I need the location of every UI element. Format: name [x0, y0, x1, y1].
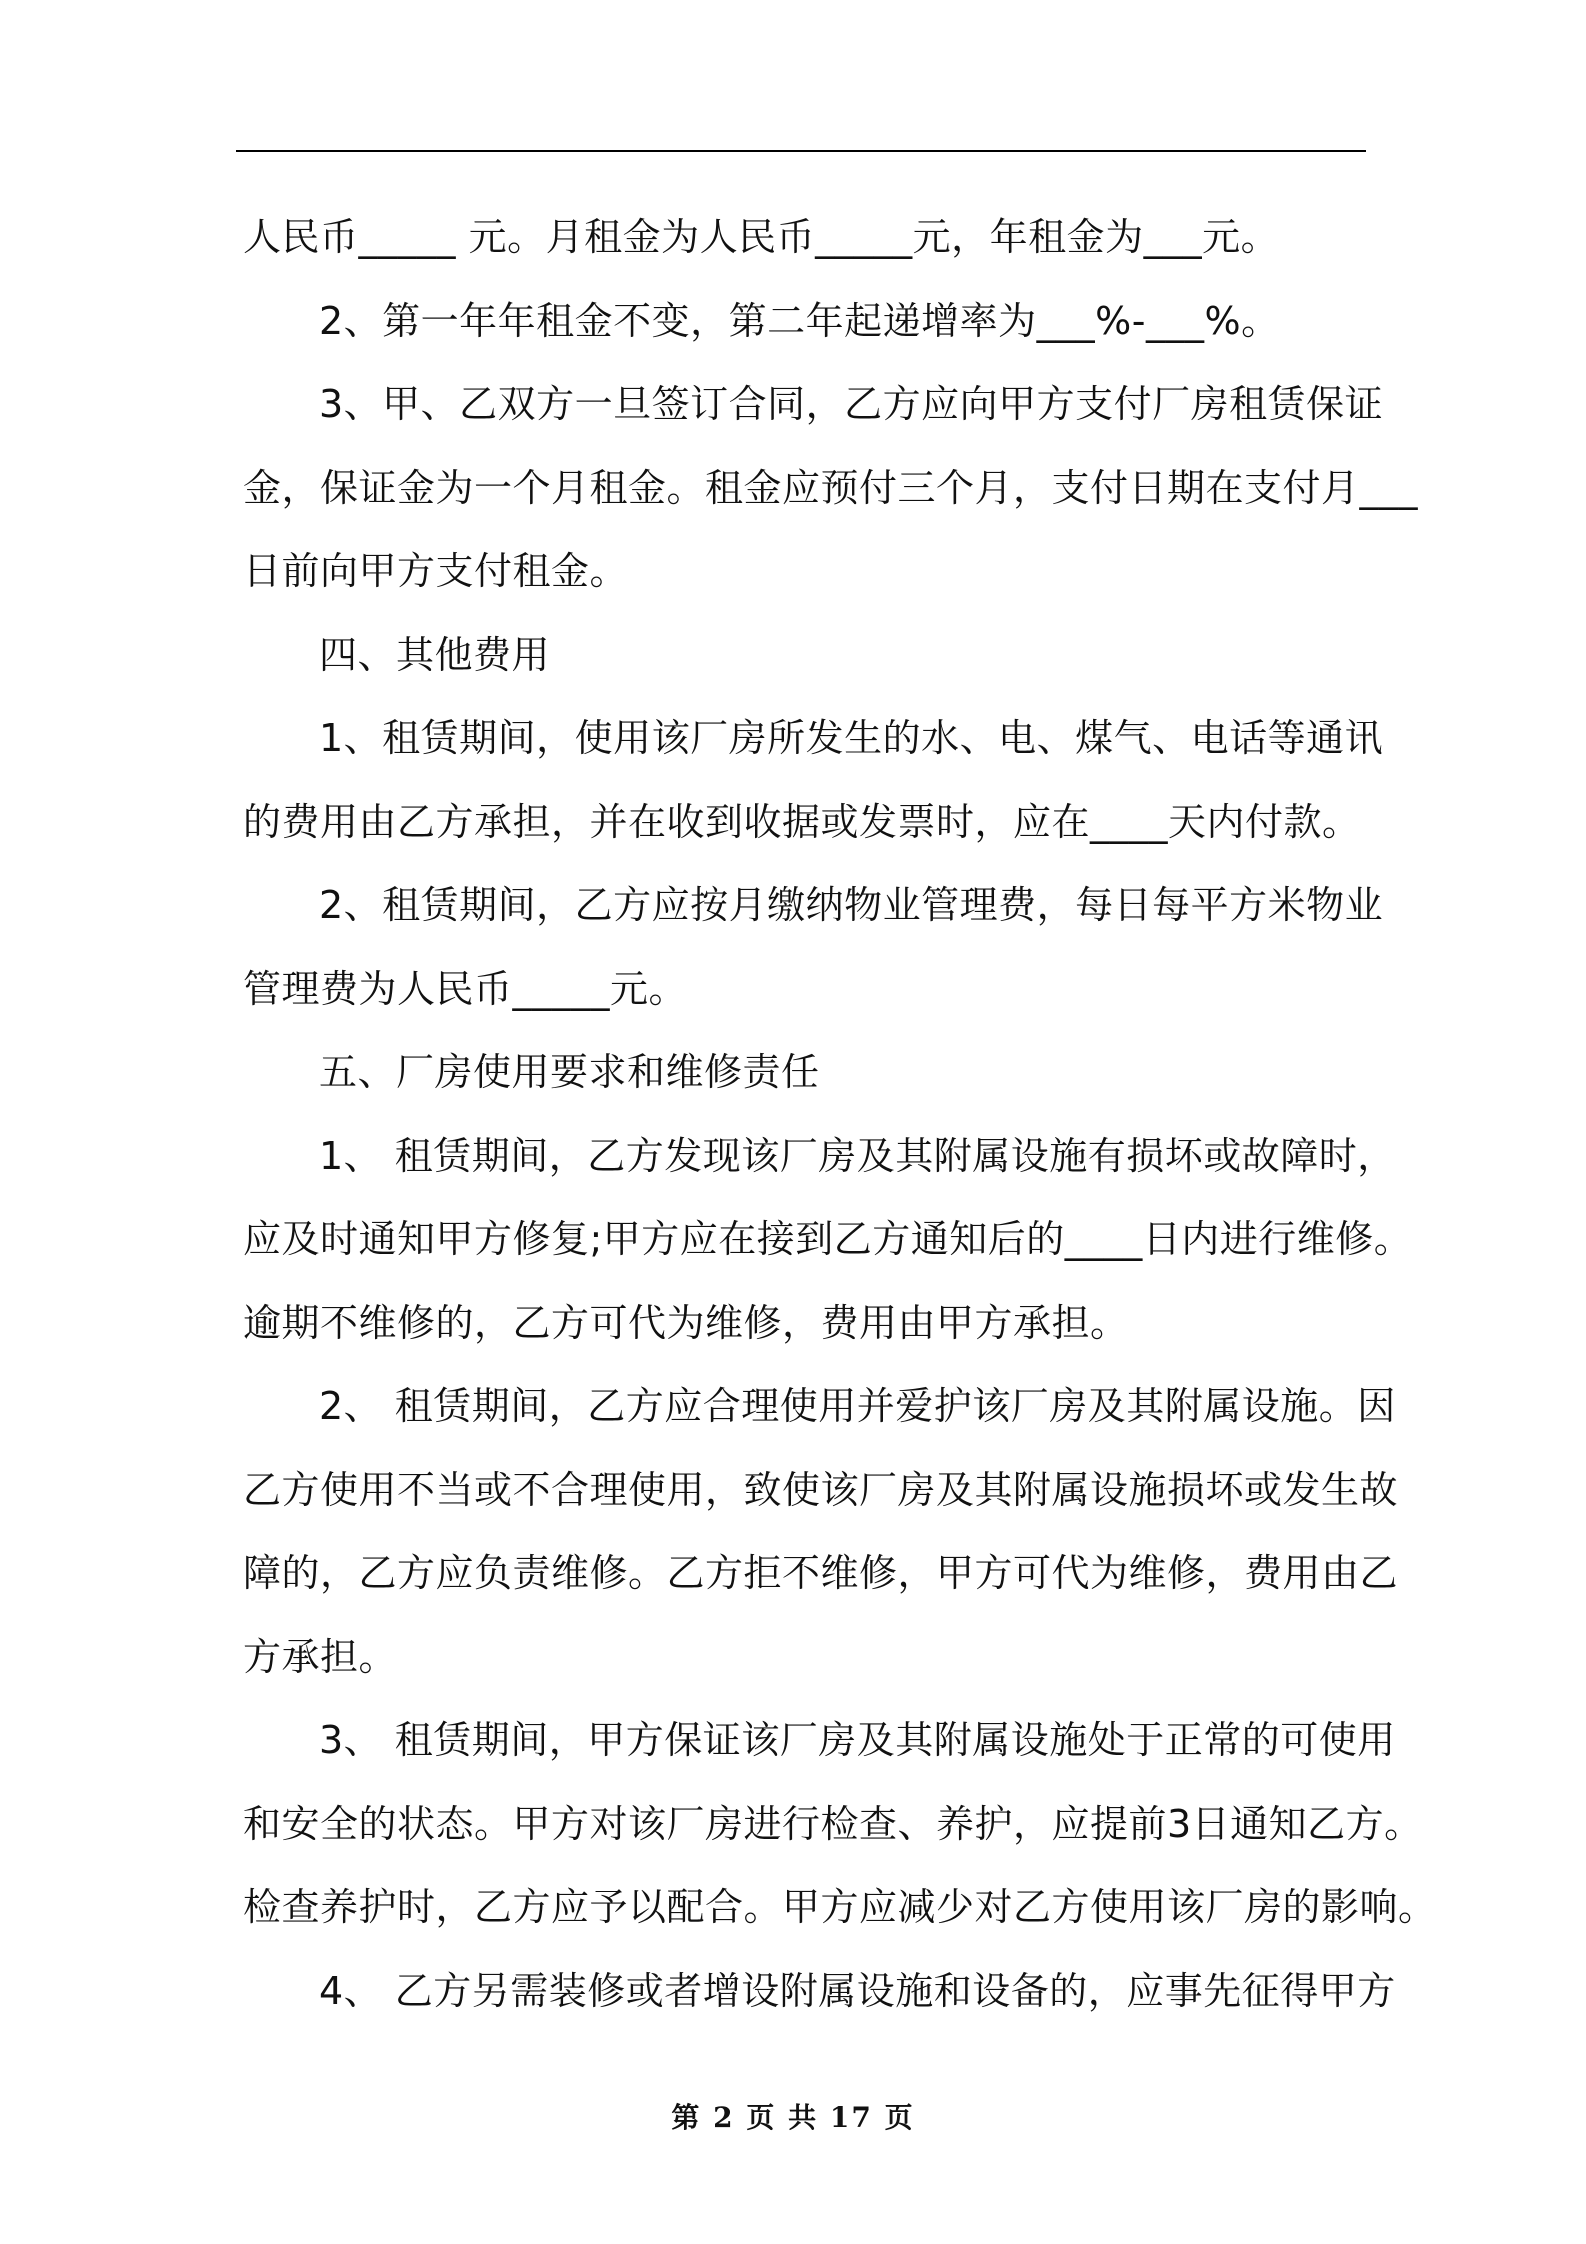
text-line: 逾期不维修的，乙方可代为维修，费用由甲方承担。 [243, 1300, 1129, 1345]
text-line: 3、甲、乙双方一旦签订合同，乙方应向甲方支付厂房租赁保证 [319, 382, 1384, 426]
text-line: 人民币_____ 元。月租金为人民币_____元，年租金为___元。 [243, 215, 1280, 259]
text-line: 应及时通知甲方修复;甲方应在接到乙方通知后的____日内进行维修。 [243, 1217, 1413, 1261]
text-line: 的费用由乙方承担，并在收到收据或发票时，应在____天内付款。 [243, 799, 1361, 844]
text-line: 乙方使用不当或不合理使用，致使该厂房及其附属设施损坏或发生故 [243, 1467, 1399, 1512]
section-heading: 五、厂房使用要求和维修责任 [319, 1050, 820, 1094]
text-line: 金，保证金为一个月租金。租金应预付三个月，支付日期在支付月___ [243, 465, 1419, 510]
text-line: 1、租赁期间，使用该厂房所发生的水、电、煤气、电话等通讯 [319, 716, 1384, 760]
text-line: 2、租赁期间，乙方应按月缴纳物业管理费，每日每平方米物业 [319, 883, 1384, 927]
text-line: 检查养护时，乙方应予以配合。甲方应减少对乙方使用该厂房的影响。 [243, 1885, 1437, 1929]
text-line: 3、 租赁期间，甲方保证该厂房及其附属设施处于正常的可使用 [319, 1718, 1396, 1762]
text-line: 障的，乙方应负责维修。乙方拒不维修，甲方可代为维修，费用由乙 [243, 1551, 1399, 1595]
text-line: 管理费为人民币_____元。 [243, 966, 688, 1011]
text-line: 2、 租赁期间，乙方应合理使用并爱护该厂房及其附属设施。因 [319, 1384, 1396, 1428]
text-line: 1、 租赁期间，乙方发现该厂房及其附属设施有损坏或故障时， [319, 1133, 1396, 1178]
text-line: 日前向甲方支付租金。 [243, 549, 629, 593]
text-line: 方承担。 [243, 1634, 398, 1679]
text-line: 4、 乙方另需装修或者增设附属设施和设备的，应事先征得甲方 [319, 1968, 1396, 2013]
text-line: 2、第一年年租金不变，第二年起递增率为___%-___%。 [319, 298, 1280, 343]
body-text [243, 196, 1437, 2033]
section-heading: 四、其他费用 [319, 632, 551, 677]
page-number-footer: 第 2 页 共 17 页 [671, 2101, 915, 2134]
text-line: 和安全的状态。甲方对该厂房进行检查、养护，应提前3日通知乙方。 [243, 1801, 1423, 1846]
header-rule [236, 150, 1366, 152]
